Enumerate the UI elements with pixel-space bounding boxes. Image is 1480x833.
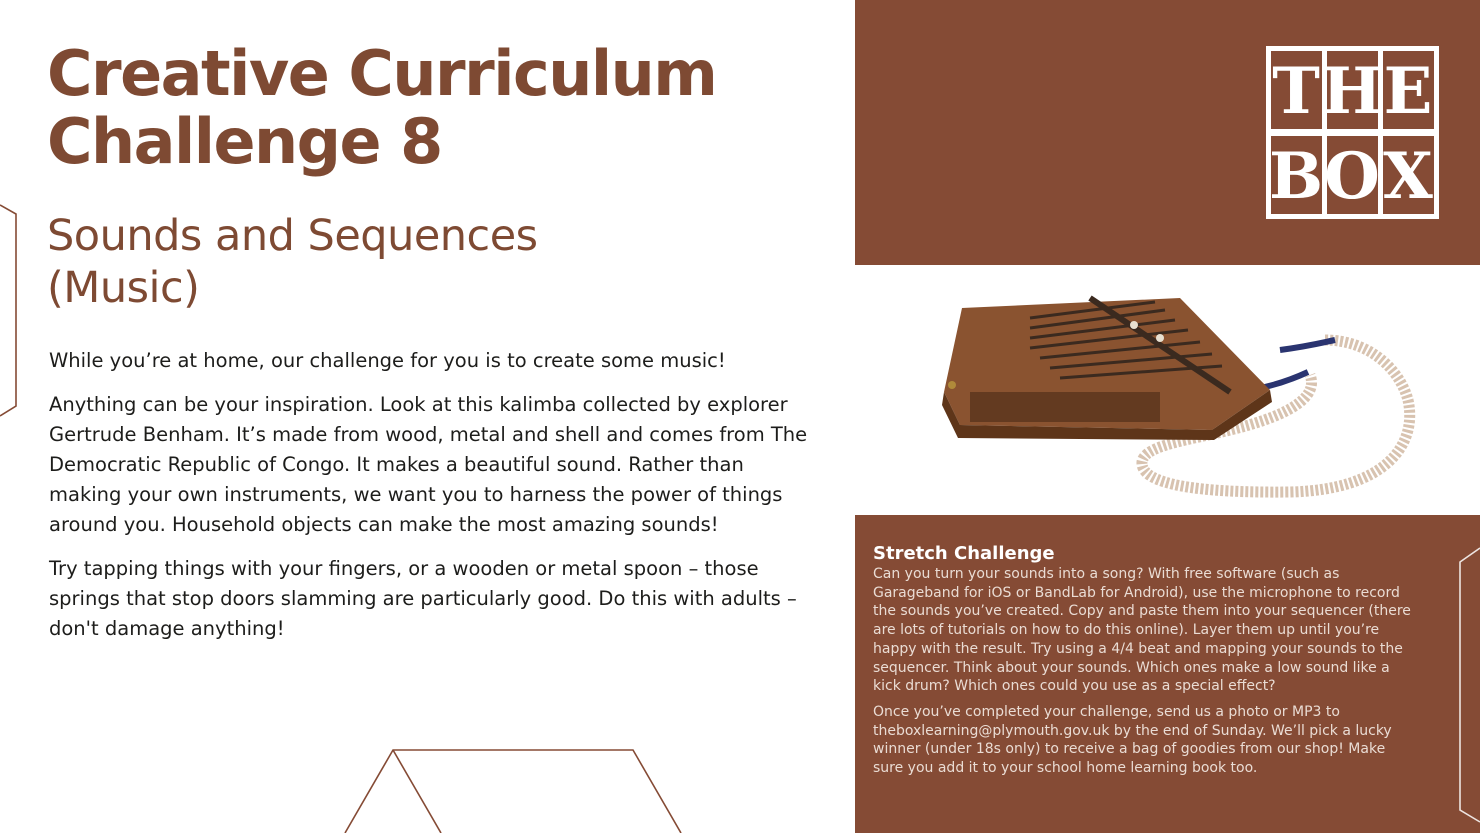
logo-letter: H bbox=[1321, 54, 1383, 129]
logo-letter: T bbox=[1272, 54, 1320, 129]
submission-paragraph: Once you’ve completed your challenge, send us a photo or MP3 to theboxlearning@plymouth.gov.uk by the end of Sunday. We’ll pick a lucky winner (under 18s only) to receive a bag of goodies from our shop! Make sure you add it to your school home learning book too. bbox=[873, 703, 1392, 777]
bottom-hexagon-outline bbox=[345, 750, 681, 833]
bottom-hexagon-inner-line bbox=[393, 750, 441, 833]
stretch-challenge-title: Stretch Challenge bbox=[873, 543, 1055, 564]
inspiration-paragraph: Anything can be your inspiration. Look at this kalimba collected by explorer Gertrude Benham. It’s made from wood, metal and shell and comes from The Democratic Republic of Congo. It makes a beautiful sound. Rather than making your own instruments, we want you to harness the power of things around you. Household objects can make the most amazing sounds! bbox=[49, 393, 808, 536]
tapping-paragraph: Try tapping things with your fingers, or a wooden or metal spoon – those springs that stop doors slamming are particularly good. Do this with adults – don't damage anything! bbox=[49, 557, 797, 640]
page-subtitle: Sounds and Sequences (Music) bbox=[47, 211, 538, 313]
logo-letter: O bbox=[1324, 139, 1380, 214]
page-title: Creative Curriculum Challenge 8 bbox=[47, 37, 717, 178]
left-hexagon-outline bbox=[0, 205, 16, 416]
intro-paragraph: While you’re at home, our challenge for you is to create some music! bbox=[49, 349, 726, 372]
stretch-challenge-text bbox=[873, 565, 1418, 785]
the-box-logo bbox=[1266, 46, 1439, 219]
logo-letter: X bbox=[1383, 139, 1433, 214]
logo-letter: E bbox=[1383, 54, 1433, 129]
kalimba-image bbox=[930, 280, 1430, 510]
intro-text bbox=[49, 346, 819, 658]
logo-letter: B bbox=[1268, 139, 1324, 214]
stretch-paragraph: Can you turn your sounds into a song? With free software (such as Garageband for iOS or BandLab for Android), use the microphone to record the sounds you’ve created. Copy and paste them into your sequencer (there are lots of tutorials on how to do this online). Layer them up until you’re happy with the result. Try using a 4/4 beat and mapping your sounds to the sequencer. Think about your sounds. Which ones make a low sound like a kick drum? Which ones could you use as a special effect? bbox=[873, 566, 1411, 695]
